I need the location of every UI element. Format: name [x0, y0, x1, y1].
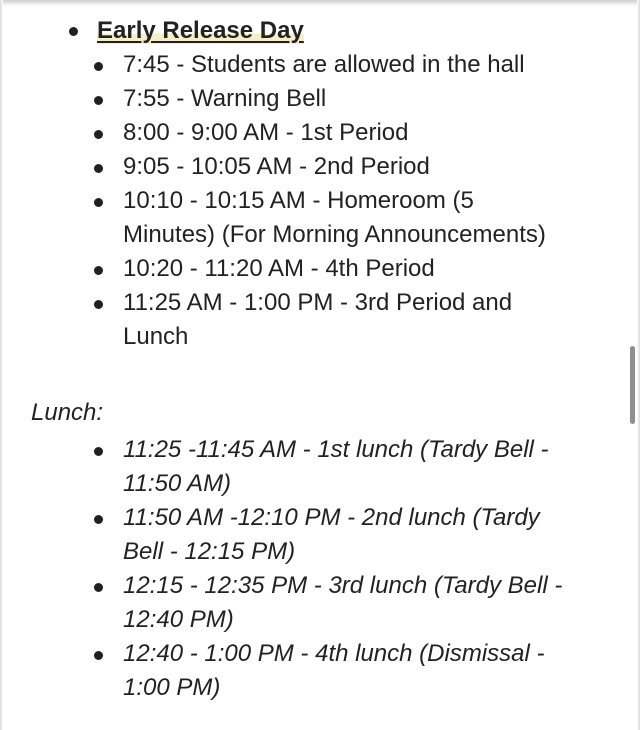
lunch-item-3-line-2: 12:40 PM) [123, 606, 234, 633]
page-left-shadow [0, 0, 3, 730]
lunch-item-2-line-2: Bell - 12:15 PM) [123, 538, 296, 565]
schedule-item-7-line-2: Lunch [123, 323, 189, 350]
page-top-shadow [0, 0, 640, 6]
list-bullet-icon [94, 96, 103, 105]
schedule-item-3: 8:00 - 9:00 AM - 1st Period [123, 119, 409, 146]
lunch-item-2-line-1: 11:50 AM -12:10 PM - 2nd lunch (Tardy [123, 504, 540, 531]
list-bullet-icon [94, 198, 103, 207]
schedule-item-6: 10:20 - 11:20 AM - 4th Period [123, 255, 435, 282]
lunch-item-1-line-1: 11:25 -11:45 AM - 1st lunch (Tardy Bell - [123, 436, 549, 463]
lunch-item-4-line-2: 1:00 PM) [123, 674, 221, 701]
schedule-item-1: 7:45 - Students are allowed in the hall [123, 51, 525, 78]
list-bullet-icon [94, 583, 103, 592]
schedule-item-2: 7:55 - Warning Bell [123, 85, 327, 112]
list-bullet-icon [94, 266, 103, 275]
lunch-item-3-line-1: 12:15 - 12:35 PM - 3rd lunch (Tardy Bell - [123, 572, 563, 599]
heading-bullet-icon [69, 27, 78, 36]
vertical-scrollbar-thumb[interactable] [630, 346, 635, 424]
schedule-item-7-line-1: 11:25 AM - 1:00 PM - 3rd Period and [123, 289, 513, 316]
early-release-heading-text: Early Release Day [97, 17, 304, 44]
list-bullet-icon [94, 300, 103, 309]
list-bullet-icon [94, 651, 103, 660]
early-release-heading [97, 14, 304, 48]
schedule-item-4: 9:05 - 10:05 AM - 2nd Period [123, 153, 430, 180]
list-bullet-icon [94, 447, 103, 456]
list-bullet-icon [94, 515, 103, 524]
list-bullet-icon [94, 130, 103, 139]
schedule-item-5-line-1: 10:10 - 10:15 AM - Homeroom (5 [123, 187, 474, 214]
list-bullet-icon [94, 164, 103, 173]
schedule-item-5-line-2: Minutes) (For Morning Announcements) [123, 221, 546, 248]
lunch-item-4-line-1: 12:40 - 1:00 PM - 4th lunch (Dismissal - [123, 640, 545, 667]
lunch-item-1-line-2: 11:50 AM) [123, 470, 232, 497]
lunch-section-label: Lunch: [31, 399, 104, 426]
list-bullet-icon [94, 62, 103, 71]
